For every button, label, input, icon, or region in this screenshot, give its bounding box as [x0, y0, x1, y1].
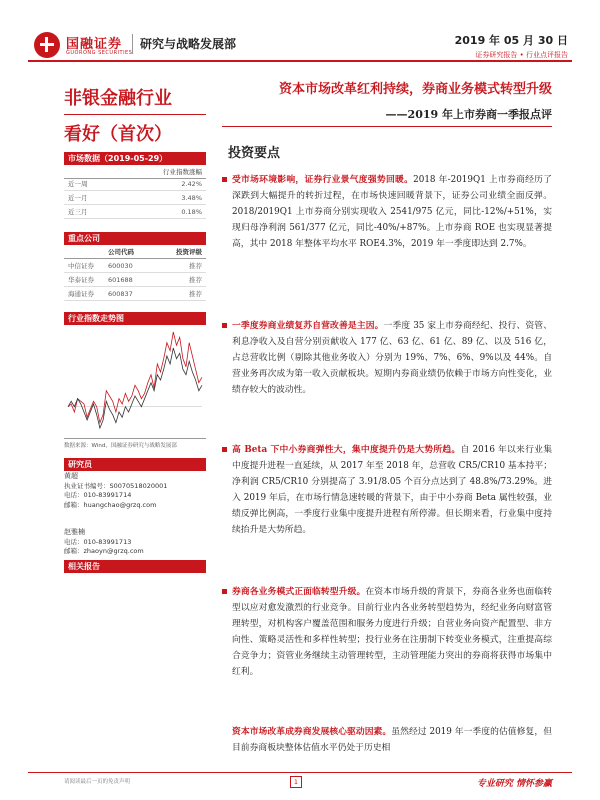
company-name: 海通证券 [68, 290, 94, 298]
department-name: 研究与战略发展部 [140, 37, 237, 51]
industry-rule [64, 114, 206, 115]
chart-series-line-2 [68, 348, 202, 428]
report-type: 证券研究报告 • 行业点评报告 [475, 51, 568, 59]
market-data-value: 3.48% [181, 194, 202, 202]
key-point-body: 2018 年-2019Q1 上市券商经历了深跌到大幅提升的转折过程，在市场快速回暖背景下，证券公司业绩全面反弹。2018/2019Q1 上市券商分别实现收入 2541/975 亿元，同比-12%/+51%，实现归母净利润 561/377 亿元，同比-40%/+87%。上市券商 ROE 也实现显著提高，其中 2018 年整体平均水平 ROE4.3%，2019 年一季度即达到 2.7%。 [232, 175, 552, 249]
company-code: 600030 [108, 262, 133, 270]
analyst-name: 黄超 [64, 472, 78, 480]
company-code: 600837 [108, 290, 133, 298]
report-date: 2019 年 05 月 30 日 [454, 34, 568, 47]
bullet-icon [222, 447, 227, 452]
company-row [64, 260, 206, 273]
company-row [64, 288, 206, 301]
key-point-body: 自 2016 年以来行业集中度提升进程一直延续，从 2017 年至 2018 年，总营收 CR5/CR10 基本持平；净利润 CR5/CR10 分别提高了 3.91/8.05 个百分点达到了 48.8%/73.29%。进入 2019 年后，在市场行情急速转暖的背景下，由于中小券商 Beta 属性较强，业绩反弹比例高，一季度行业集中度提升进程有所停滞。但长期来看，行业集中度持续抬升是大势所趋。 [232, 445, 552, 535]
key-companies-header: 重点公司 [64, 232, 206, 245]
page-header [28, 28, 572, 70]
analyst-card [64, 528, 144, 557]
bullet-icon [222, 589, 227, 594]
market-data-value: 2.42% [181, 180, 202, 188]
analyst-phone: 电话：010-83991713 [64, 537, 132, 546]
analyst-name: 赵雅楠 [64, 528, 85, 536]
industry-rating: 看好（首次） [64, 124, 172, 145]
market-data-col-header: 行业指数涨幅 [64, 167, 206, 179]
key-point [232, 724, 552, 768]
logo-text: 国融证券 [66, 37, 123, 52]
industry-index-chart [64, 326, 206, 434]
market-data-row [64, 192, 206, 205]
analyst-license: 执业证书编号：S0070518020001 [64, 481, 168, 490]
company-code: 601688 [108, 276, 133, 284]
market-data-row [64, 206, 206, 219]
analyst-email[interactable]: 邮箱：zhaoyn@grzq.com [64, 547, 144, 555]
key-point [232, 442, 552, 538]
chart-header: 行业指数走势图 [64, 312, 206, 325]
key-point-body: 一季度 35 家上市券商经纪、投行、资管、利息净收入及自营分别贡献收入 177 亿、63 亿、61 亿、89 亿、以及 516 亿，占总营收比例（剔除其他业务收入）分别为 19%、7%、6%、9%以及 44%。自营业务再次成为第一收入贡献板块。短期内券商业绩仍依赖于市场方向性变化，业绩存较大的波动性。 [232, 321, 552, 395]
company-logo-icon [34, 32, 60, 58]
header-rule [28, 60, 572, 62]
key-point-lead: 资本市场改革成券商发展核心驱动因素。 [232, 727, 392, 737]
chart-source: 数据来源：Wind，国融证券研究与战略发展部 [64, 438, 206, 449]
industry-name: 非银金融行业 [64, 88, 172, 109]
logo-subtext: GUORONG SECURITIES [66, 50, 133, 56]
key-point-lead: 一季度券商业绩复苏自营改善是主因。 [232, 321, 384, 331]
key-point [232, 318, 552, 398]
market-data-label: 近三月 [68, 208, 88, 216]
key-point-body: 在资本市场升级的背景下，券商各业务也面临转型以应对愈发激烈的行业竞争。目前行业内各业务转型趋势为，经纪业务向财富管理转型，对机构客户覆盖范围和服务力度进行升级；自营业务向资产配置型、非方向性、策略灵活性和多样性转型；投行业务在注册制下转变业务模式，注重提高综合竞争力；资管业务继续主动管理转型，主动管理能力突出的券商将获得市场集中红利。 [232, 587, 552, 677]
page-number: 1 [290, 776, 302, 788]
footer-slogan: 专业研究 情怀参赢 [476, 779, 552, 789]
analyst-phone: 电话：010-83991714 [64, 491, 132, 499]
key-point-body: 虽然经过 2019 年一季度的估值修复，但目前券商板块整体估值水平仍处于历史相 [232, 727, 552, 753]
key-point-lead: 高 Beta 下中小券商弹性大，集中度提升仍是大势所趋。 [232, 445, 461, 455]
header-divider [132, 34, 133, 54]
key-point-lead: 受市场环境影响，证券行业景气度强势回暖。 [232, 175, 414, 185]
company-rating: 推荐 [189, 262, 202, 270]
market-data-label: 近一月 [68, 194, 88, 202]
company-rating: 推荐 [189, 290, 202, 298]
company-row [64, 274, 206, 287]
report-title: 资本市场改革红利持续，券商业务模式转型升级 [278, 82, 552, 97]
analyst-email[interactable]: 邮箱：huangchao@grzq.com [64, 500, 157, 509]
company-rating: 推荐 [189, 276, 202, 284]
analyst-card [64, 472, 167, 510]
title-rule [222, 126, 552, 127]
bullet-icon [222, 323, 227, 328]
chart-series-line-1 [68, 332, 202, 423]
market-data-header: 市场数据（2019-05-29） [64, 152, 206, 165]
bullet-icon [222, 177, 227, 182]
companies-col-header [64, 246, 206, 259]
company-name: 华泰证券 [68, 276, 94, 284]
market-data-row [64, 178, 206, 191]
report-subtitle: ——2019 年上市券商一季报点评 [385, 108, 552, 121]
key-point [232, 584, 552, 680]
related-reports-header: 相关报告 [64, 560, 206, 573]
companies-col-code: 公司代码 [108, 248, 134, 256]
section-title: 投资要点 [228, 146, 281, 161]
company-name: 中信证券 [68, 262, 94, 270]
analysts-header: 研究员 [64, 458, 206, 471]
disclaimer-note: 请阅读最后一页的免责声明 [64, 779, 131, 785]
key-point-lead: 券商各业务模式正面临转型升级。 [232, 587, 366, 597]
market-data-label: 近一周 [68, 180, 88, 188]
chart-svg [64, 326, 206, 434]
footer-rule [28, 772, 572, 773]
market-data-value: 0.18% [181, 208, 202, 216]
companies-col-rating: 投资评级 [176, 248, 202, 256]
key-point [232, 172, 552, 252]
